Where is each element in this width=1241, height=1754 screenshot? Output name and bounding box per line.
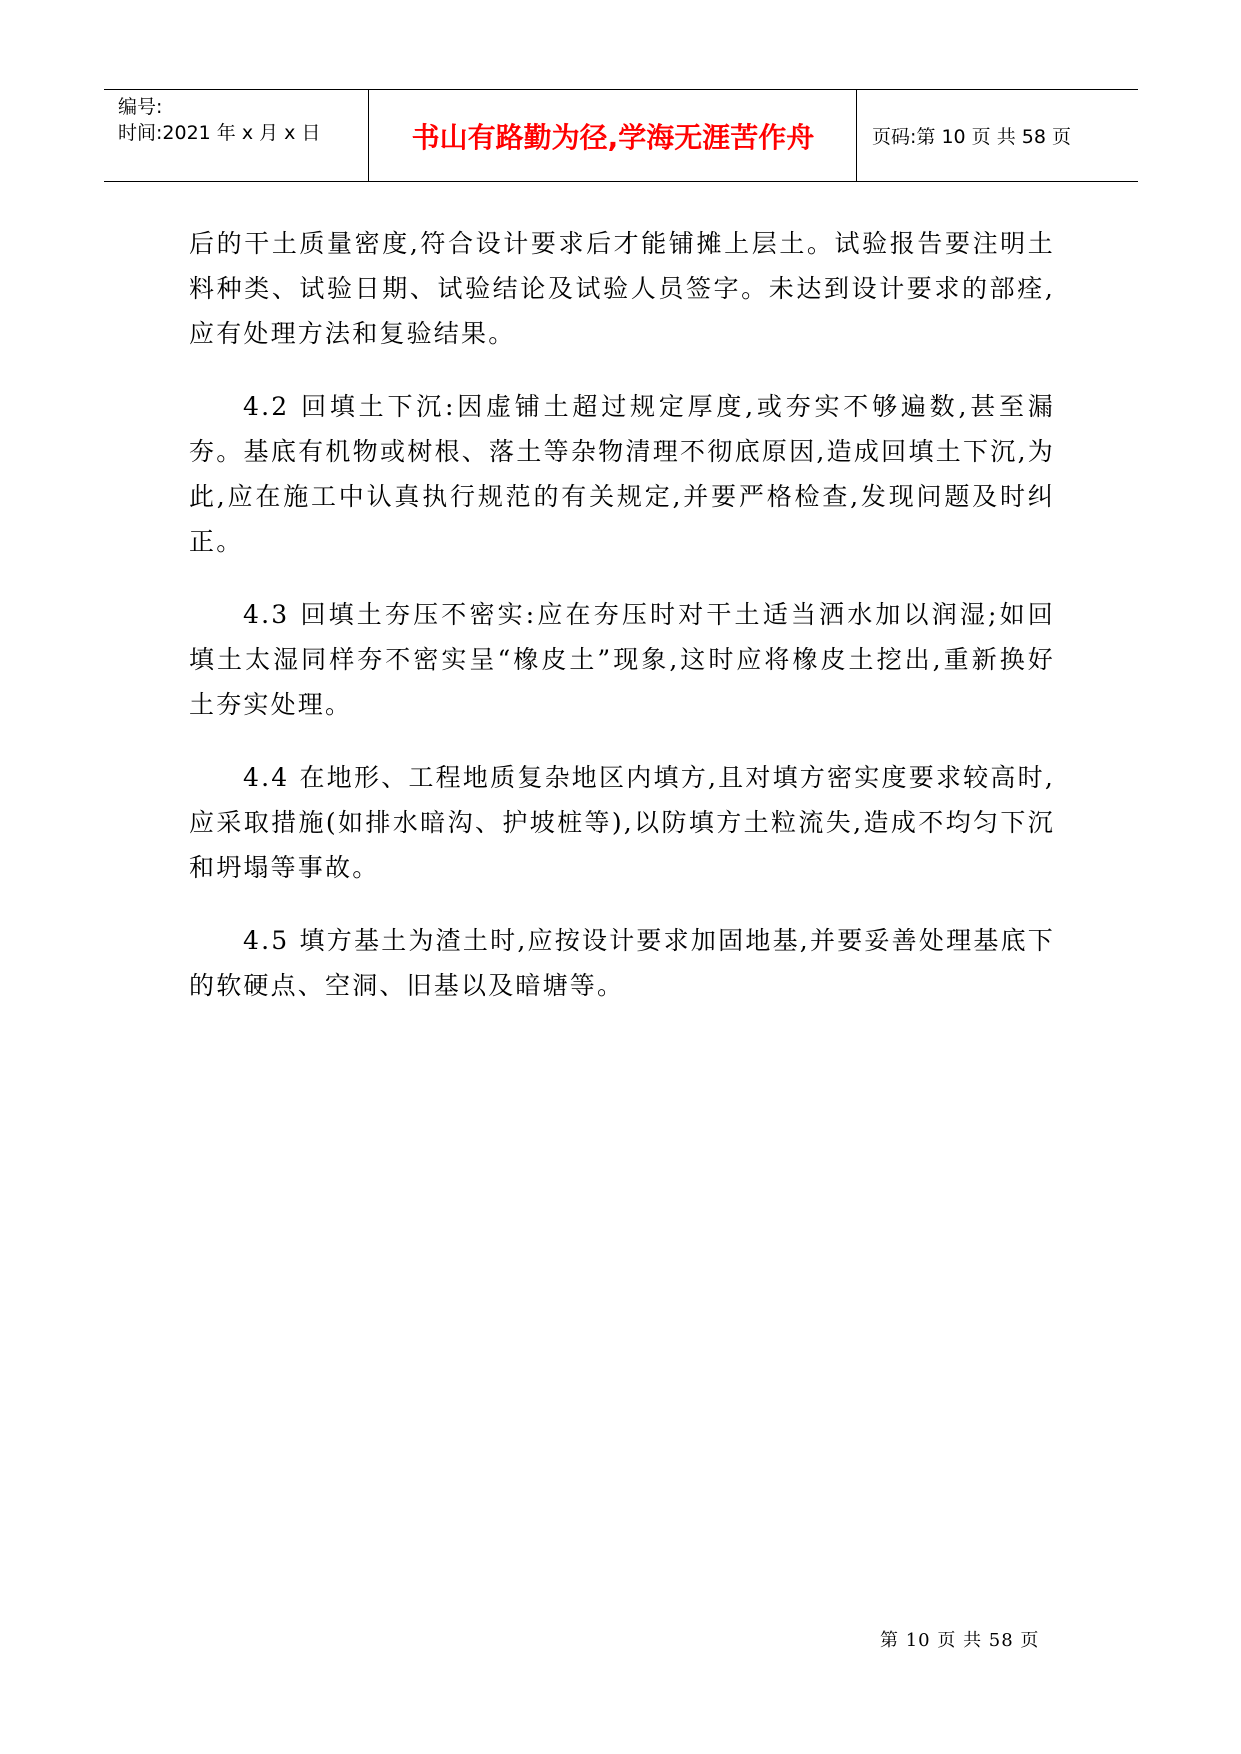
- page-header: [104, 89, 1138, 182]
- header-meta: [118, 94, 358, 146]
- document-number-label: 编号:: [118, 96, 163, 118]
- paragraph: 4.2 回填土下沉:因虚铺土超过规定厚度,或夯实不够遍数,甚至漏夯。基底有机物或树根、落土等杂物清理不彻底原因,造成回填土下沉,为此,应在施工中认真执行规范的有关规定,并要严格检查,发现问题及时纠正。: [189, 392, 1055, 556]
- document-date: 时间:2021 年 x 月 x 日: [118, 122, 321, 144]
- paragraph: 4.3 回填土夯压不密实:应在夯压时对干土适当洒水加以润湿;如回填土太湿同样夯不密实呈“橡皮土”现象,这时应将橡皮土挖出,重新换好土夯实处理。: [189, 600, 1055, 719]
- paragraph: 4.4 在地形、工程地质复杂地区内填方,且对填方密实度要求较高时,应采取措施(如排水暗沟、护坡桩等),以防填方土粒流失,造成不均匀下沉和坍塌等事故。: [189, 763, 1055, 882]
- header-page-info: 页码:第 10 页 共 58 页: [872, 126, 1071, 148]
- paragraph: 后的干土质量密度,符合设计要求后才能铺摊上层土。试验报告要注明土料种类、试验日期、试验结论及试验人员签字。未达到设计要求的部痊,应有处理方法和复验结果。: [189, 229, 1055, 348]
- header-motto: 书山有路勤为径,学海无涯苦作舟: [411, 120, 815, 154]
- header-divider: [368, 90, 369, 181]
- paragraph: 4.5 填方基土为渣土时,应按设计要求加固地基,并要妥善处理基底下的软硬点、空洞、旧基以及暗塘等。: [189, 926, 1055, 1000]
- header-divider: [856, 90, 857, 181]
- document-body: [189, 221, 1055, 1036]
- page-footer: 第 10 页 共 58 页: [880, 1630, 1040, 1651]
